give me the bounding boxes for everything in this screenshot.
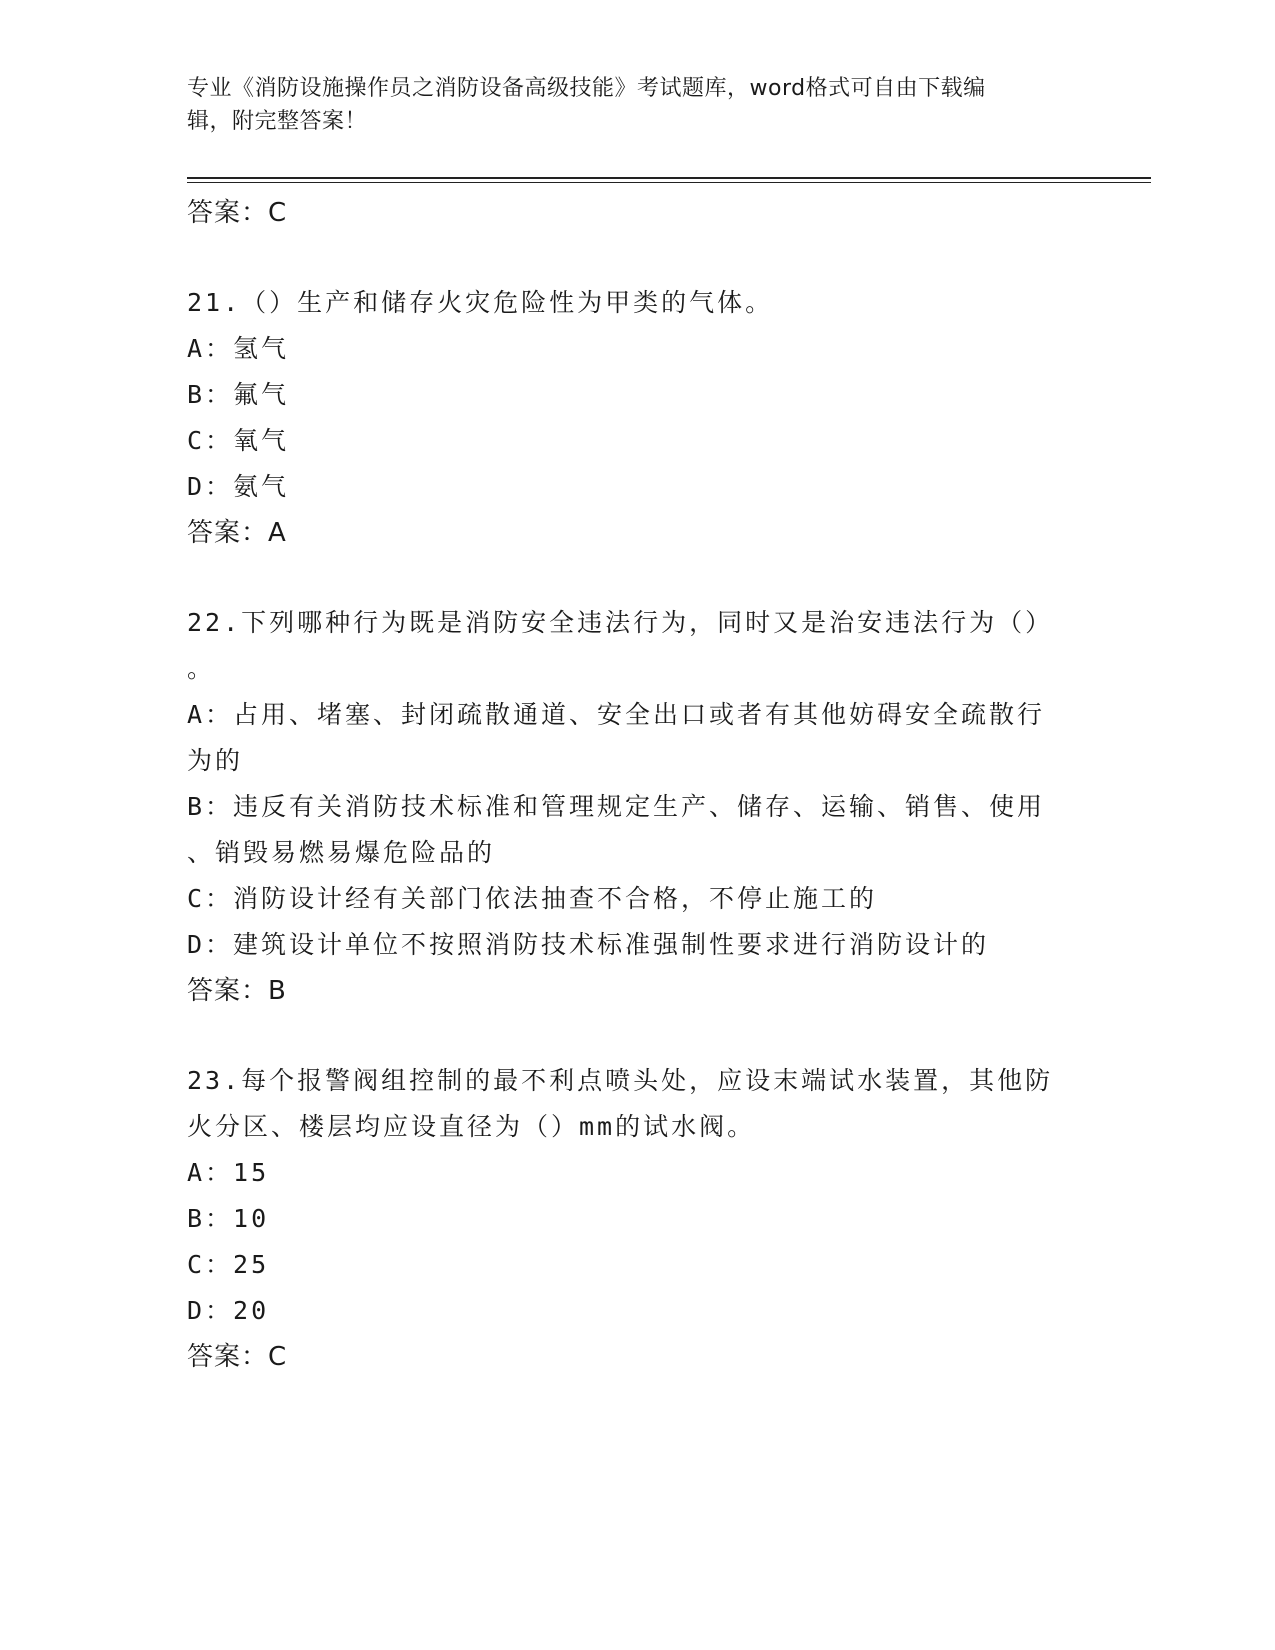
- option-c: C：25: [187, 1250, 270, 1279]
- header-divider: [187, 177, 1151, 179]
- question-stem: 21.（）生产和储存火灾危险性为甲类的气体。: [187, 288, 774, 317]
- option-a: A：占用、堵塞、封闭疏散通道、安全出口或者有其他妨碍安全疏散行: [187, 700, 1046, 729]
- question-22: [187, 600, 1087, 1014]
- option-d: D：氨气: [187, 472, 290, 501]
- question-stem-cont: 。: [187, 654, 216, 683]
- option-b-cont: 、销毁易燃易爆危险品的: [187, 838, 496, 867]
- header-divider-thin: [187, 182, 1151, 183]
- option-c: C：氧气: [187, 426, 290, 455]
- question-23: [187, 1058, 1087, 1380]
- option-a: A：氢气: [187, 334, 290, 363]
- option-a-cont: 为的: [187, 746, 244, 775]
- answer: 答案：A: [187, 518, 287, 548]
- header-line-2: 辑，附完整答案！: [187, 109, 368, 134]
- question-21: [187, 280, 1087, 556]
- answer: 答案：C: [187, 1342, 288, 1372]
- option-b: B：10: [187, 1204, 270, 1233]
- question-stem: 22.下列哪种行为既是消防安全违法行为，同时又是治安违法行为（）: [187, 608, 1054, 637]
- header-line-1: 专业《消防设施操作员之消防设备高级技能》考试题库，word格式可自由下载编: [187, 76, 986, 101]
- question-stem: 23.每个报警阀组控制的最不利点喷头处，应设末端试水装置，其他防: [187, 1066, 1054, 1095]
- option-b: B：违反有关消防技术标准和管理规定生产、储存、运输、销售、使用: [187, 792, 1046, 821]
- option-c: C：消防设计经有关部门依法抽查不合格，不停止施工的: [187, 884, 878, 913]
- document-header: [187, 72, 1077, 138]
- answer: 答案：B: [187, 976, 287, 1006]
- option-d: D：20: [187, 1296, 270, 1325]
- question-stem-cont: 火分区、楼层均应设直径为（）mm的试水阀。: [187, 1112, 756, 1141]
- option-a: A：15: [187, 1158, 270, 1187]
- option-b: B：氟气: [187, 380, 290, 409]
- option-d: D：建筑设计单位不按照消防技术标准强制性要求进行消防设计的: [187, 930, 990, 959]
- document-body: [187, 190, 1087, 1380]
- previous-answer: 答案：C: [187, 198, 288, 228]
